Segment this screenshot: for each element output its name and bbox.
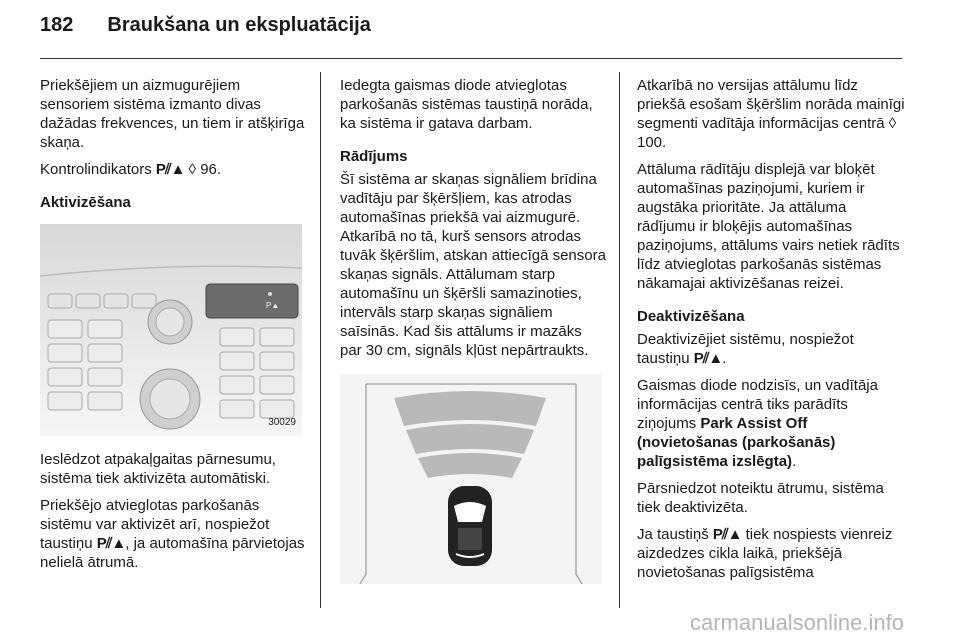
park-assist-button: [206, 284, 298, 318]
control-panel-illustration: [40, 224, 302, 436]
paragraph-indicator: Kontrolindikators P⫽▲ ◊ 96.: [40, 161, 222, 178]
paragraph-led: Iedegta gaismas diode atvieglotas parkošanās sistēmas taustiņā norāda, ka sistēma ir gatava darbam.: [340, 77, 593, 132]
park-assist-symbol: P⫽▲: [693, 350, 723, 367]
column-2: [340, 76, 606, 584]
page-title: Braukšana un ekspluatācija: [107, 14, 371, 36]
paragraph-deactivate: Deaktivizējiet sistēmu, nospiežot taustiņu P⫽▲.: [637, 331, 854, 367]
paragraph-reverse-gear: Ieslēdzot atpakaļgaitas pārnesumu, sistēma tiek aktivizēta automātiski.: [40, 451, 276, 487]
heading-indication: Rādījums: [340, 148, 408, 165]
figure-distance-display: [340, 374, 602, 584]
heading-activation: Aktivizēšana: [40, 194, 131, 211]
column-divider-1: [320, 72, 321, 608]
park-assist-symbol: P⫽▲: [155, 161, 185, 178]
paragraph-segments: Atkarībā no versijas attālumu līdz priekšā esošam šķēršlim norāda mainīgi segmenti vadītāja informācijas centrā ◊ 100.: [637, 77, 905, 151]
figure-control-panel: [40, 224, 302, 436]
message-park-assist-off: Park Assist Off (novietošanas (parkošanās) palīgsistēma izslēgta): [637, 415, 836, 470]
park-assist-symbol: P⫽▲: [712, 526, 742, 543]
column-divider-2: [619, 72, 620, 608]
paragraph-speed: Pārsniedzot noteiktu ātrumu, sistēma tiek deaktivizēta.: [637, 480, 884, 516]
page-number: 182: [40, 14, 74, 36]
page-header: [40, 14, 371, 44]
figure-number: 30029: [268, 417, 296, 428]
distance-display-illustration: [340, 374, 602, 584]
paragraph-led-off: Gaismas diode nodzisīs, un vadītāja informācijas centrā tiks parādīts ziņojums Park Assist Off (novietošanas (parkošanās) palīgsistēma izslēgta).: [637, 377, 878, 470]
car-icon: [448, 486, 492, 566]
park-assist-symbol: P⫽▲: [96, 535, 126, 552]
svg-text:P▲: P▲: [266, 301, 280, 310]
column-1: [40, 76, 308, 580]
paragraph-ignition-cycle: Ja taustiņš P⫽▲ tiek nospiests vienreiz aizdedzes cikla laikā, priekšējā novietošanas palīgsistēma: [637, 526, 893, 581]
watermark: carmanualsonline.info: [689, 610, 904, 635]
column-3: [637, 76, 905, 590]
paragraph-front-activation: Priekšējo atvieglotas parkošanās sistēmu var aktivizēt arī, nospiežot taustiņu P⫽▲, ja automašīna pārvietojas nelielā ātrumā.: [40, 497, 305, 571]
header-rule: [40, 58, 902, 59]
paragraph-blocking: Attāluma rādītāju displejā var bloķēt automašīnas paziņojumi, kuriem ir augstāka prioritāte. Ja attāluma rādījumu ir bloķējis automašīnas paziņojums, attālums vairs netiek rādīts līdz atvieglotas parkošanās sistēmas nākamajai aktivizēšanas reizei.: [637, 161, 900, 292]
paragraph-signals: Šī sistēma ar skaņas signāliem brīdina vadītāju par šķēršļiem, kas atrodas automašīnas priekšā vai aizmugurē. Atkarībā no tā, kurš sensors atrodas tuvāk šķēršlim, atskan attiecīgā sensora skaņas signāls. Attālumam starp automašīnu un šķēršli samazinoties, intervāls starp skaņas signāliem saīsinās. Kad šis attālums ir mazāks par 30 cm, signāls kļūst nepārtraukts.: [340, 171, 606, 359]
heading-deactivation: Deaktivizēšana: [637, 308, 745, 325]
paragraph-frequencies: Priekšējiem un aizmugurējiem sensoriem sistēma izmanto divas dažādas frekvences, un tiem ir atšķirīga skaņa.: [40, 77, 305, 151]
